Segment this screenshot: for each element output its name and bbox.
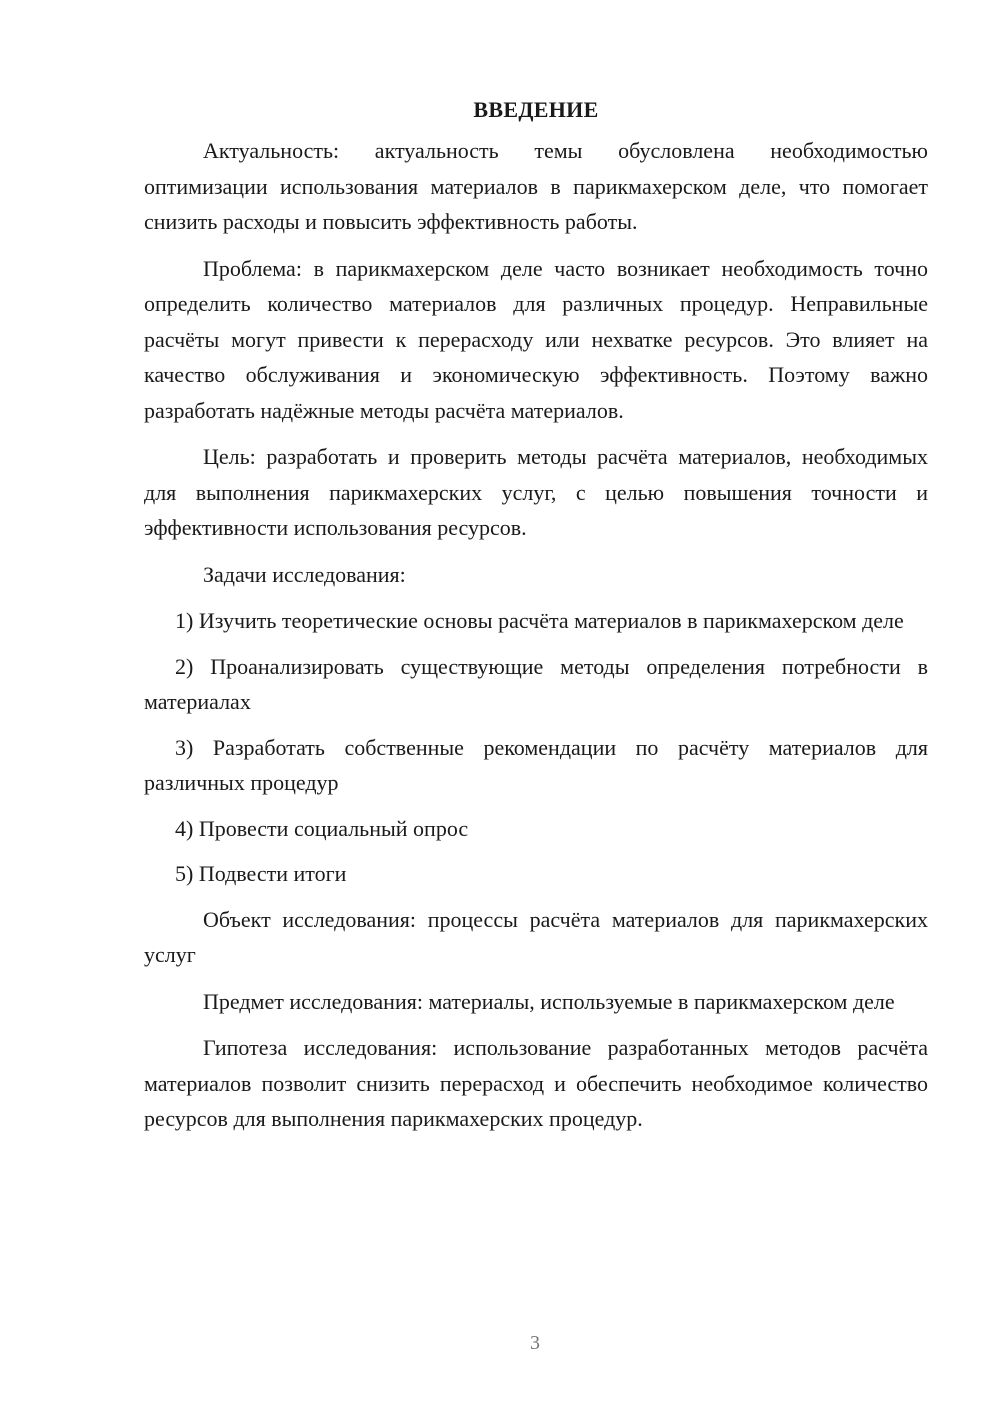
paragraph-subject: Предмет исследования: материалы, используемые в парикмахерском деле	[203, 988, 895, 1014]
list-item: 3) Разработать собственные рекомендации по расчёту материалов для различных процедур	[144, 734, 928, 795]
paragraph-problem: Проблема: в парикмахерском деле часто возникает необходимость точно определить количество материалов для различных процедур. Неправильные расчёты могут привести к перерасходу или нехватке ресурсов. Это влияет на качество обслуживания и экономическую эффективность. Поэтому важно разработать надёжные методы расчёта материалов.	[144, 255, 928, 423]
page-number: 3	[530, 1332, 540, 1354]
paragraph-hypothesis: Гипотеза исследования: использование разработанных методов расчёта материалов позволит снизить перерасход и обеспечить необходимое количество ресурсов для выполнения парикмахерских процедур.	[144, 1035, 928, 1131]
paragraph-goal: Цель: разработать и проверить методы расчёта материалов, необходимых для выполнения парикмахерских услуг, с целью повышения точности и эффективности использования ресурсов.	[144, 444, 928, 540]
list-item: 4) Провести социальный опрос	[175, 815, 469, 841]
document-page	[144, 92, 928, 1137]
page-title: ВВЕДЕНИЕ	[473, 97, 599, 122]
paragraph-relevance: Актуальность: актуальность темы обусловлена необходимостью оптимизации использования материалов в парикмахерском деле, что помогает снизить расходы и повысить эффективность работы.	[144, 138, 928, 234]
list-item: 2) Проанализировать существующие методы определения потребности в материалах	[144, 653, 928, 714]
paragraph-object: Объект исследования: процессы расчёта материалов для парикмахерских услуг	[144, 906, 928, 967]
list-item: 1) Изучить теоретические основы расчёта материалов в парикмахерском деле	[175, 608, 904, 633]
list-item: 5) Подвести итоги	[175, 861, 347, 886]
tasks-heading: Задачи исследования:	[203, 561, 406, 587]
